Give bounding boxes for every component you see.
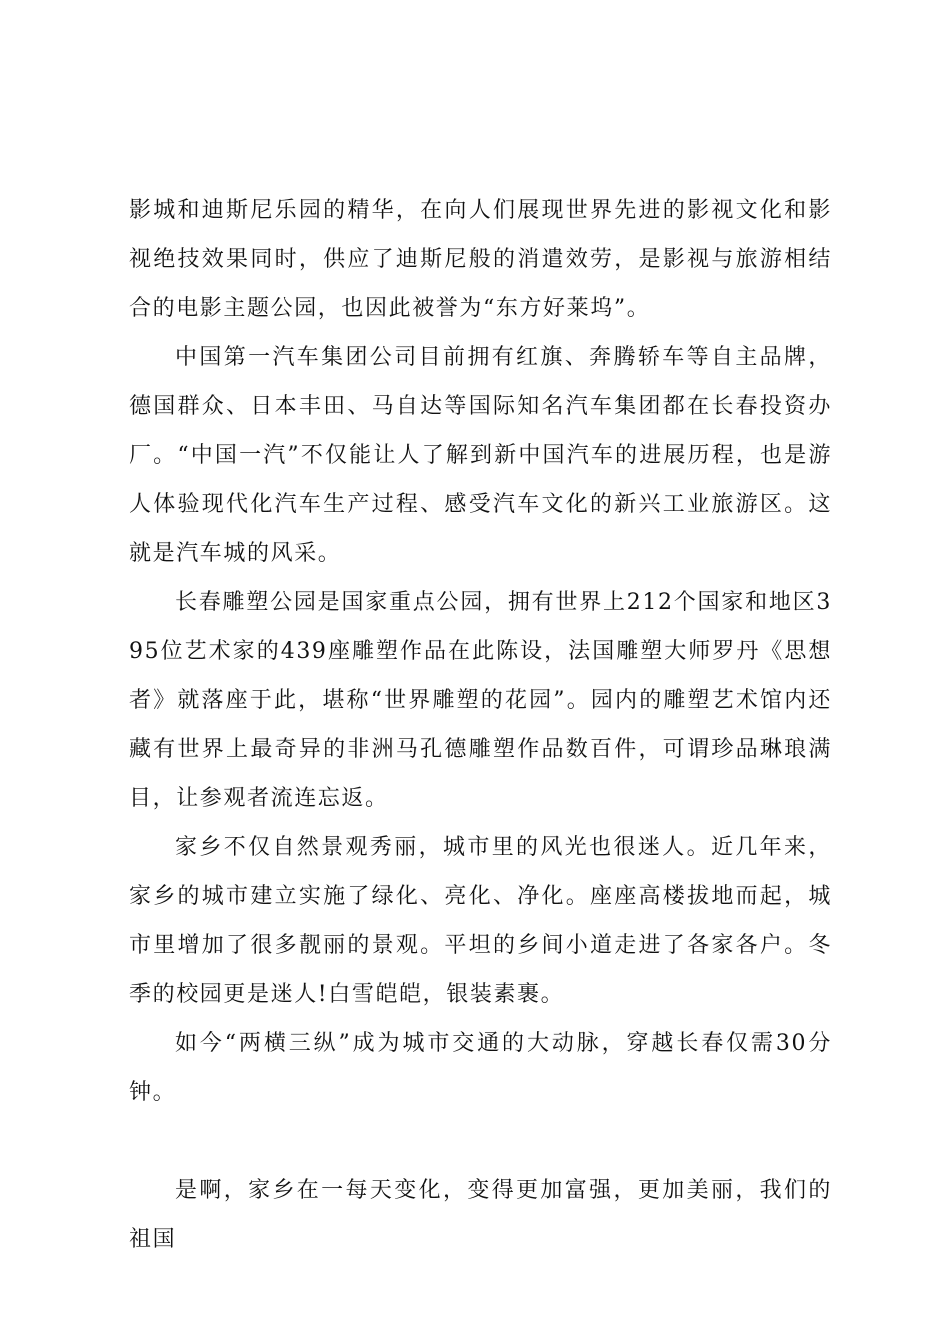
- paragraph-spacer: [129, 1117, 832, 1166]
- paragraph-film-park: 影城和迪斯尼乐园的精华，在向人们展现世界先进的影视文化和影视绝技效果同时，供应了迪斯尼般的消遣效劳，是影视与旅游相结合的电影主题公园，也因此被誉为“东方好莱坞”。: [129, 198, 832, 321]
- paragraph-city-scenery: 家乡不仅自然景观秀丽，城市里的风光也很迷人。近几年来，家乡的城市建立实施了绿化、亮化、净化。座座高楼拔地而起，城市里增加了很多靓丽的景观。平坦的乡间小道走进了各家各户。冬季的校园更是迷人!白雪皑皑，银装素裹。: [129, 835, 832, 1007]
- paragraph-city-traffic: 如今“两横三纵”成为城市交通的大动脉，穿越长春仅需30分钟。: [129, 1031, 832, 1105]
- paragraph-faw-automotive: 中国第一汽车集团公司目前拥有红旗、奔腾轿车等自主品牌，德国群众、日本丰田、马自达等国际知名汽车集团都在长春投资办厂。“中国一汽”不仅能让人了解到新中国汽车的进展历程，也是游人体验现代化汽车生产过程、感受汽车文化的新兴工业旅游区。这就是汽车城的风采。: [129, 345, 832, 566]
- document-body: [129, 186, 832, 1264]
- paragraph-sculpture-park: 长春雕塑公园是国家重点公园，拥有世界上212个国家和地区395位艺术家的439座雕塑作品在此陈设，法国雕塑大师罗丹《思想者》就落座于此，堪称“世界雕塑的花园”。园内的雕塑艺术馆内还藏有世界上最奇异的非洲马孔德雕塑作品数百件，可谓珍品琳琅满目，让参观者流连忘返。: [129, 590, 832, 811]
- paragraph-hometown-change: 是啊，家乡在一每天变化，变得更加富强，更加美丽，我们的祖国: [129, 1178, 832, 1252]
